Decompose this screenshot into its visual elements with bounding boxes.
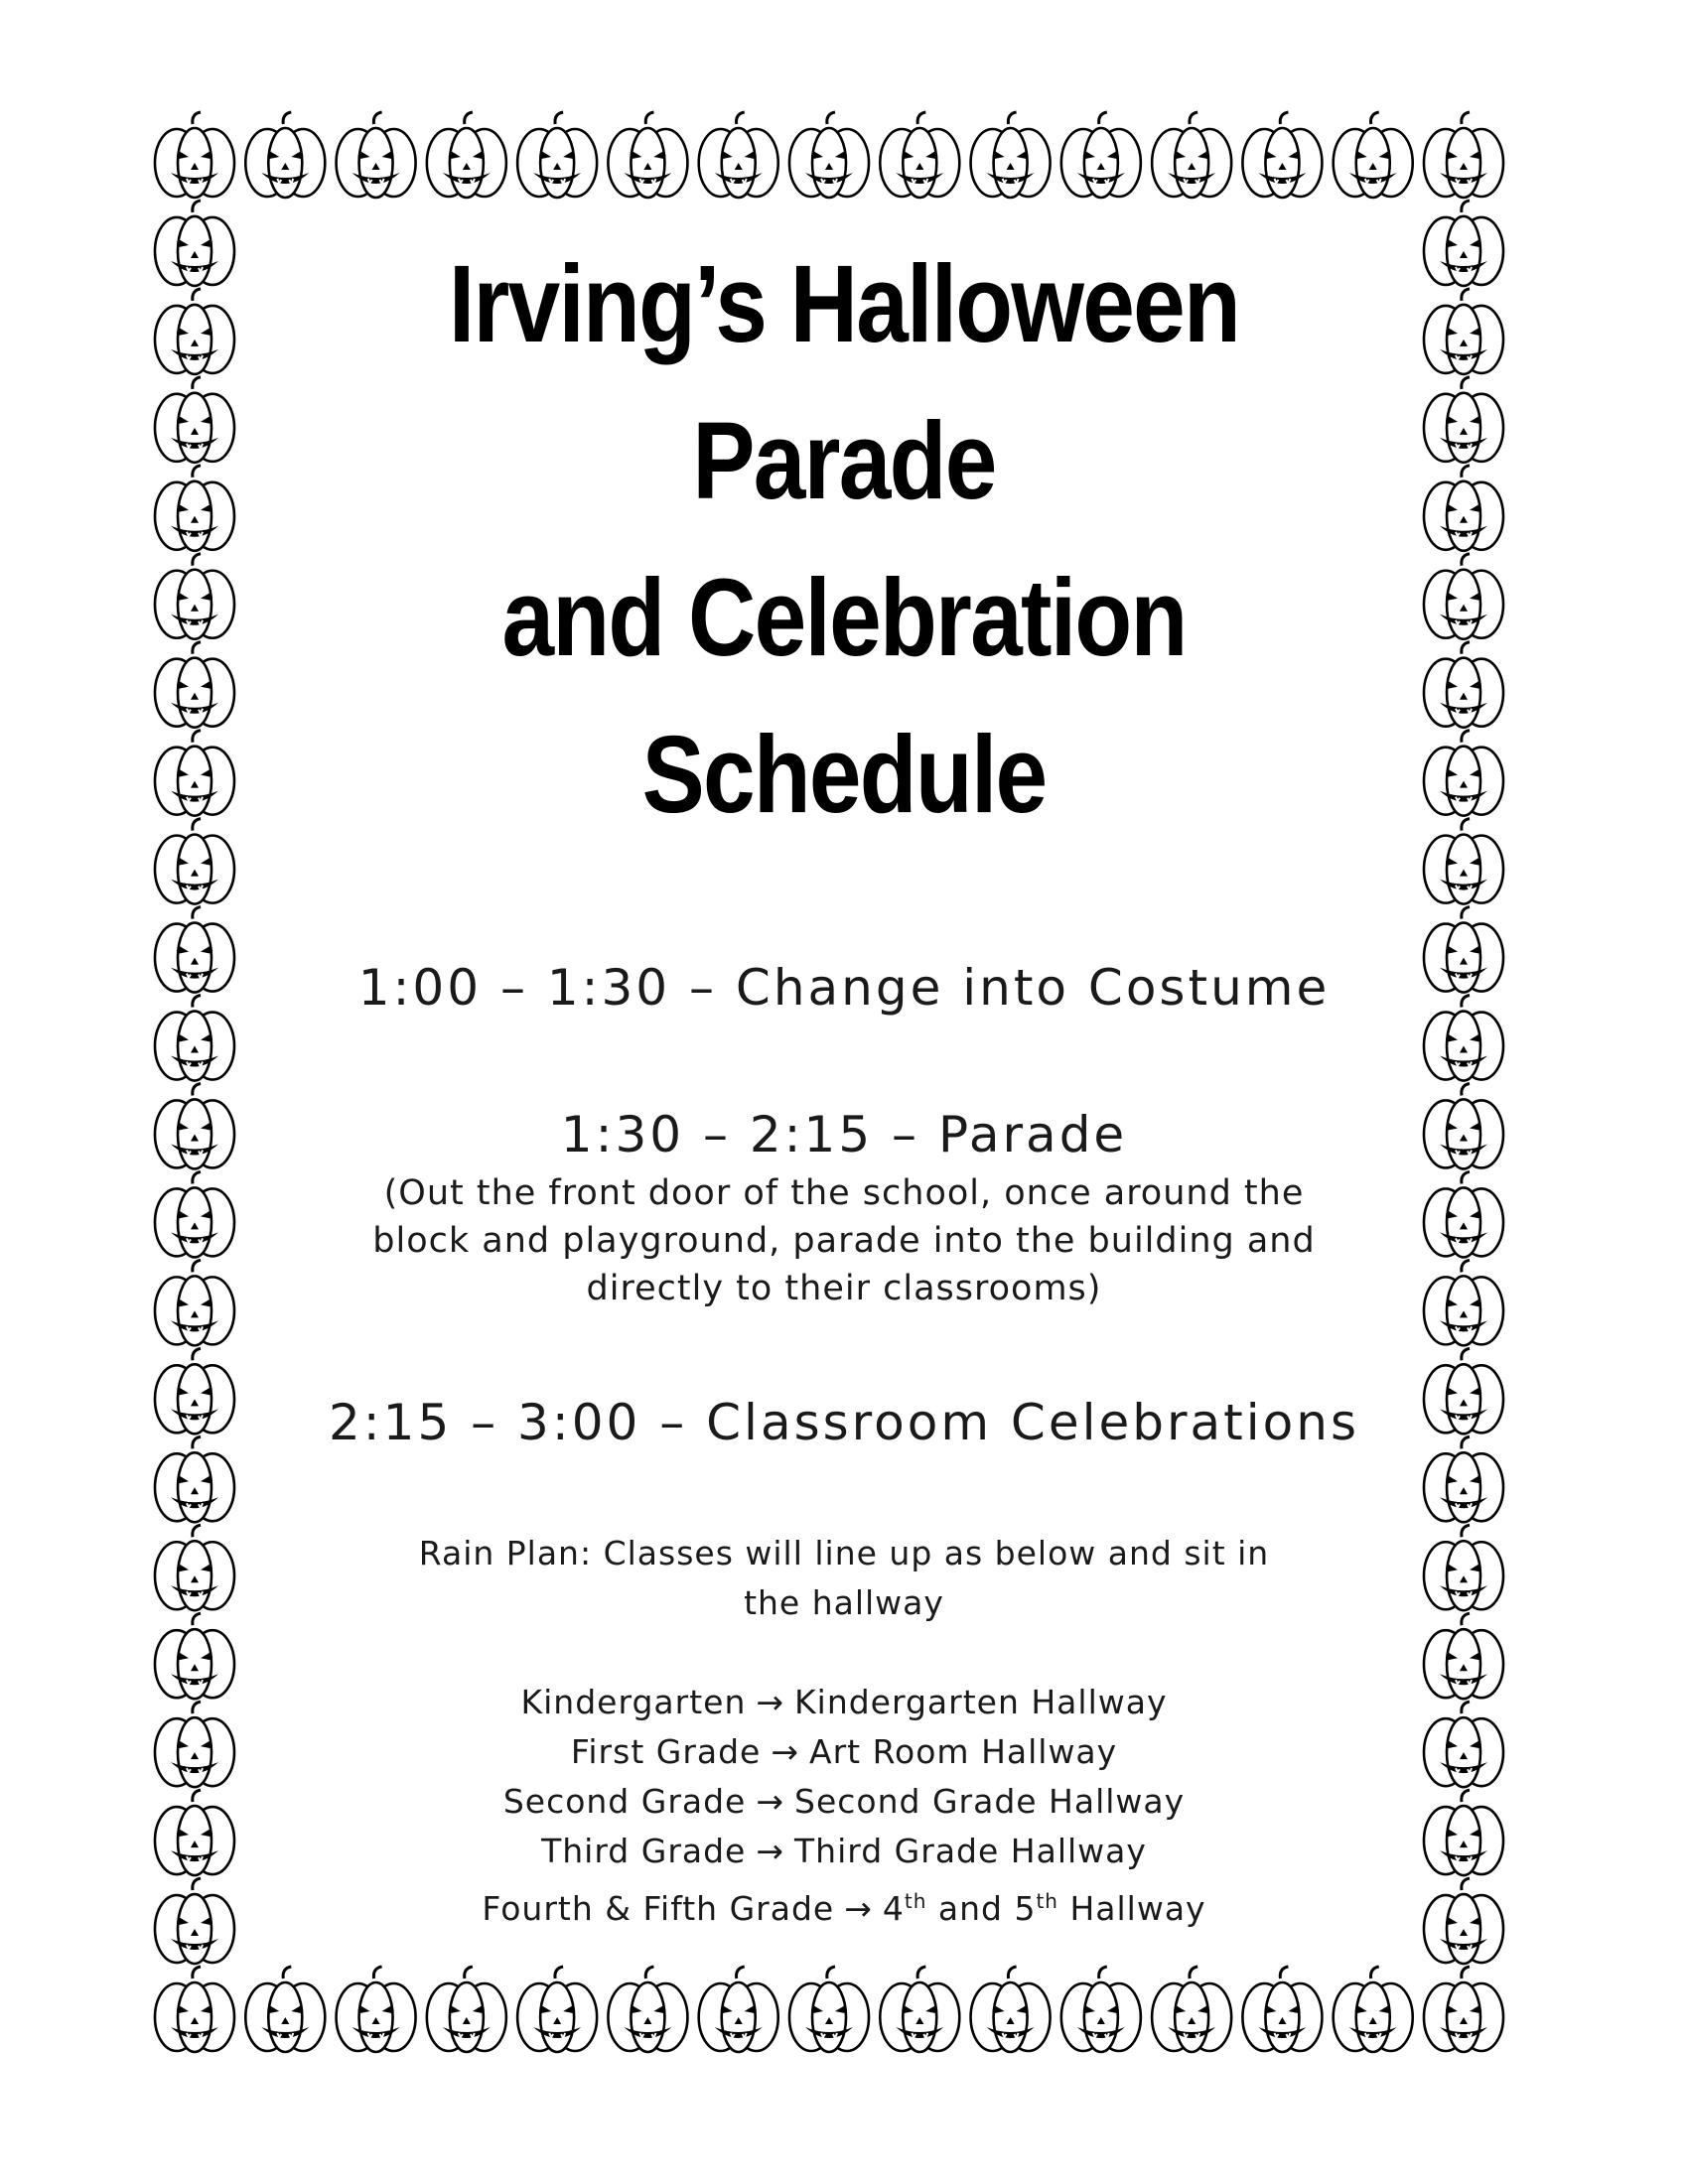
lineup-location: 4th and 5th Hallway: [882, 1889, 1206, 1928]
jack-o-lantern-icon: [155, 1613, 234, 1699]
jack-o-lantern-icon: [155, 996, 234, 1081]
lineup-location: Kindergarten Hallway: [794, 1683, 1168, 1721]
note-line: directly to their classrooms): [586, 1269, 1102, 1308]
jack-o-lantern-icon: [1424, 377, 1503, 463]
jack-o-lantern-icon: [155, 554, 234, 639]
jack-o-lantern-icon: [155, 466, 234, 551]
lineup-row: [238, 1727, 1450, 1777]
lineup-row: [238, 1827, 1450, 1876]
jack-o-lantern-icon: [155, 642, 234, 728]
jack-o-lantern-icon: [608, 1967, 687, 2052]
arrow-right-icon: →: [756, 1683, 785, 1721]
rain-plan-line: the hallway: [744, 1583, 944, 1622]
jack-o-lantern-icon: [608, 112, 687, 198]
jack-o-lantern-icon: [880, 112, 959, 198]
schedule-item-parade: 1:30 – 2:15 – Parade: [560, 1106, 1128, 1163]
rain-plan: [238, 1529, 1450, 1628]
jack-o-lantern-icon: [337, 1967, 416, 2052]
jack-o-lantern-icon: [427, 1967, 506, 2052]
note-line: (Out the front door of the school, once around the: [383, 1173, 1305, 1213]
title-line-4: Schedule: [641, 714, 1047, 836]
schedule-activity: Parade: [937, 1106, 1128, 1163]
jack-o-lantern-icon: [155, 731, 234, 816]
lineup-location: Art Room Hallway: [809, 1732, 1118, 1771]
lineup-row: [238, 1876, 1450, 1934]
lineup-grade: Kindergarten: [520, 1683, 747, 1721]
jack-o-lantern-icon: [337, 112, 416, 198]
schedule-time: 1:00 – 1:30: [357, 959, 671, 1017]
title-line-1: Irving’s Halloween: [448, 243, 1240, 365]
jack-o-lantern-icon: [1152, 1967, 1231, 2052]
arrow-right-icon: →: [756, 1782, 785, 1821]
jack-o-lantern-icon: [155, 201, 234, 286]
jack-o-lantern-icon: [155, 1967, 234, 2052]
jack-o-lantern-icon: [155, 112, 234, 198]
jack-o-lantern-icon: [789, 112, 869, 198]
jack-o-lantern-icon: [245, 112, 325, 198]
schedule-activity: Classroom Celebrations: [706, 1394, 1360, 1451]
schedule-time: 2:15 – 3:00: [328, 1394, 641, 1451]
jack-o-lantern-icon: [1424, 466, 1503, 551]
jack-o-lantern-icon: [789, 1967, 869, 2052]
jack-o-lantern-icon: [155, 1260, 234, 1345]
parade-route-note: [238, 1169, 1450, 1312]
schedule-item-costume: 1:00 – 1:30 – Change into Costume: [357, 959, 1331, 1017]
note-line: block and playground, parade into the building and: [372, 1221, 1316, 1261]
jack-o-lantern-icon: [1152, 112, 1231, 198]
jack-o-lantern-icon: [155, 1171, 234, 1257]
jack-o-lantern-icon: [245, 1967, 325, 2052]
jack-o-lantern-icon: [1424, 1967, 1503, 2052]
title-line-2: Parade: [692, 400, 996, 522]
lineup-row: [238, 1678, 1450, 1727]
jack-o-lantern-icon: [699, 1967, 778, 2052]
jack-o-lantern-icon: [1424, 112, 1503, 198]
jack-o-lantern-icon: [517, 112, 597, 198]
arrow-right-icon: →: [771, 1732, 800, 1771]
jack-o-lantern-icon: [699, 112, 778, 198]
jack-o-lantern-icon: [1424, 819, 1503, 904]
jack-o-lantern-icon: [1242, 1967, 1322, 2052]
arrow-right-icon: →: [844, 1889, 873, 1928]
lineup-list: [238, 1678, 1450, 1934]
rain-plan-line: Rain Plan: Classes will line up as below and sit in: [418, 1534, 1270, 1572]
lineup-grade: Third Grade: [541, 1832, 747, 1870]
jack-o-lantern-icon: [155, 1525, 234, 1610]
jack-o-lantern-icon: [155, 1083, 234, 1168]
jack-o-lantern-icon: [880, 1967, 959, 2052]
jack-o-lantern-icon: [155, 377, 234, 463]
jack-o-lantern-icon: [1424, 731, 1503, 816]
page-title: [323, 226, 1364, 854]
lineup-location: Third Grade Hallway: [794, 1832, 1147, 1870]
schedule-activity: Change into Costume: [735, 959, 1331, 1017]
schedule-time: 1:30 – 2:15: [560, 1106, 874, 1163]
jack-o-lantern-icon: [1424, 642, 1503, 728]
jack-o-lantern-icon: [155, 289, 234, 374]
jack-o-lantern-icon: [971, 1967, 1051, 2052]
jack-o-lantern-icon: [1242, 112, 1322, 198]
jack-o-lantern-icon: [1424, 554, 1503, 639]
lineup-row: [238, 1777, 1450, 1827]
jack-o-lantern-icon: [1424, 289, 1503, 374]
jack-o-lantern-icon: [1334, 1967, 1413, 2052]
arrow-right-icon: →: [756, 1832, 785, 1870]
jack-o-lantern-icon: [155, 1790, 234, 1875]
lineup-grade: First Grade: [570, 1732, 762, 1771]
jack-o-lantern-icon: [1424, 201, 1503, 286]
schedule-item-celebrations: 2:15 – 3:00 – Classroom Celebrations: [328, 1394, 1360, 1451]
jack-o-lantern-icon: [155, 1702, 234, 1787]
jack-o-lantern-icon: [155, 1878, 234, 1964]
jack-o-lantern-icon: [971, 112, 1051, 198]
title-line-3: and Celebration: [501, 557, 1187, 679]
jack-o-lantern-icon: [517, 1967, 597, 2052]
jack-o-lantern-icon: [1061, 112, 1141, 198]
lineup-grade: Second Grade: [502, 1782, 747, 1821]
jack-o-lantern-icon: [155, 907, 234, 993]
lineup-location: Second Grade Hallway: [794, 1782, 1186, 1821]
lineup-grade: Fourth & Fifth Grade: [482, 1889, 835, 1928]
jack-o-lantern-icon: [155, 819, 234, 904]
jack-o-lantern-icon: [1334, 112, 1413, 198]
jack-o-lantern-icon: [1061, 1967, 1141, 2052]
jack-o-lantern-icon: [427, 112, 506, 198]
